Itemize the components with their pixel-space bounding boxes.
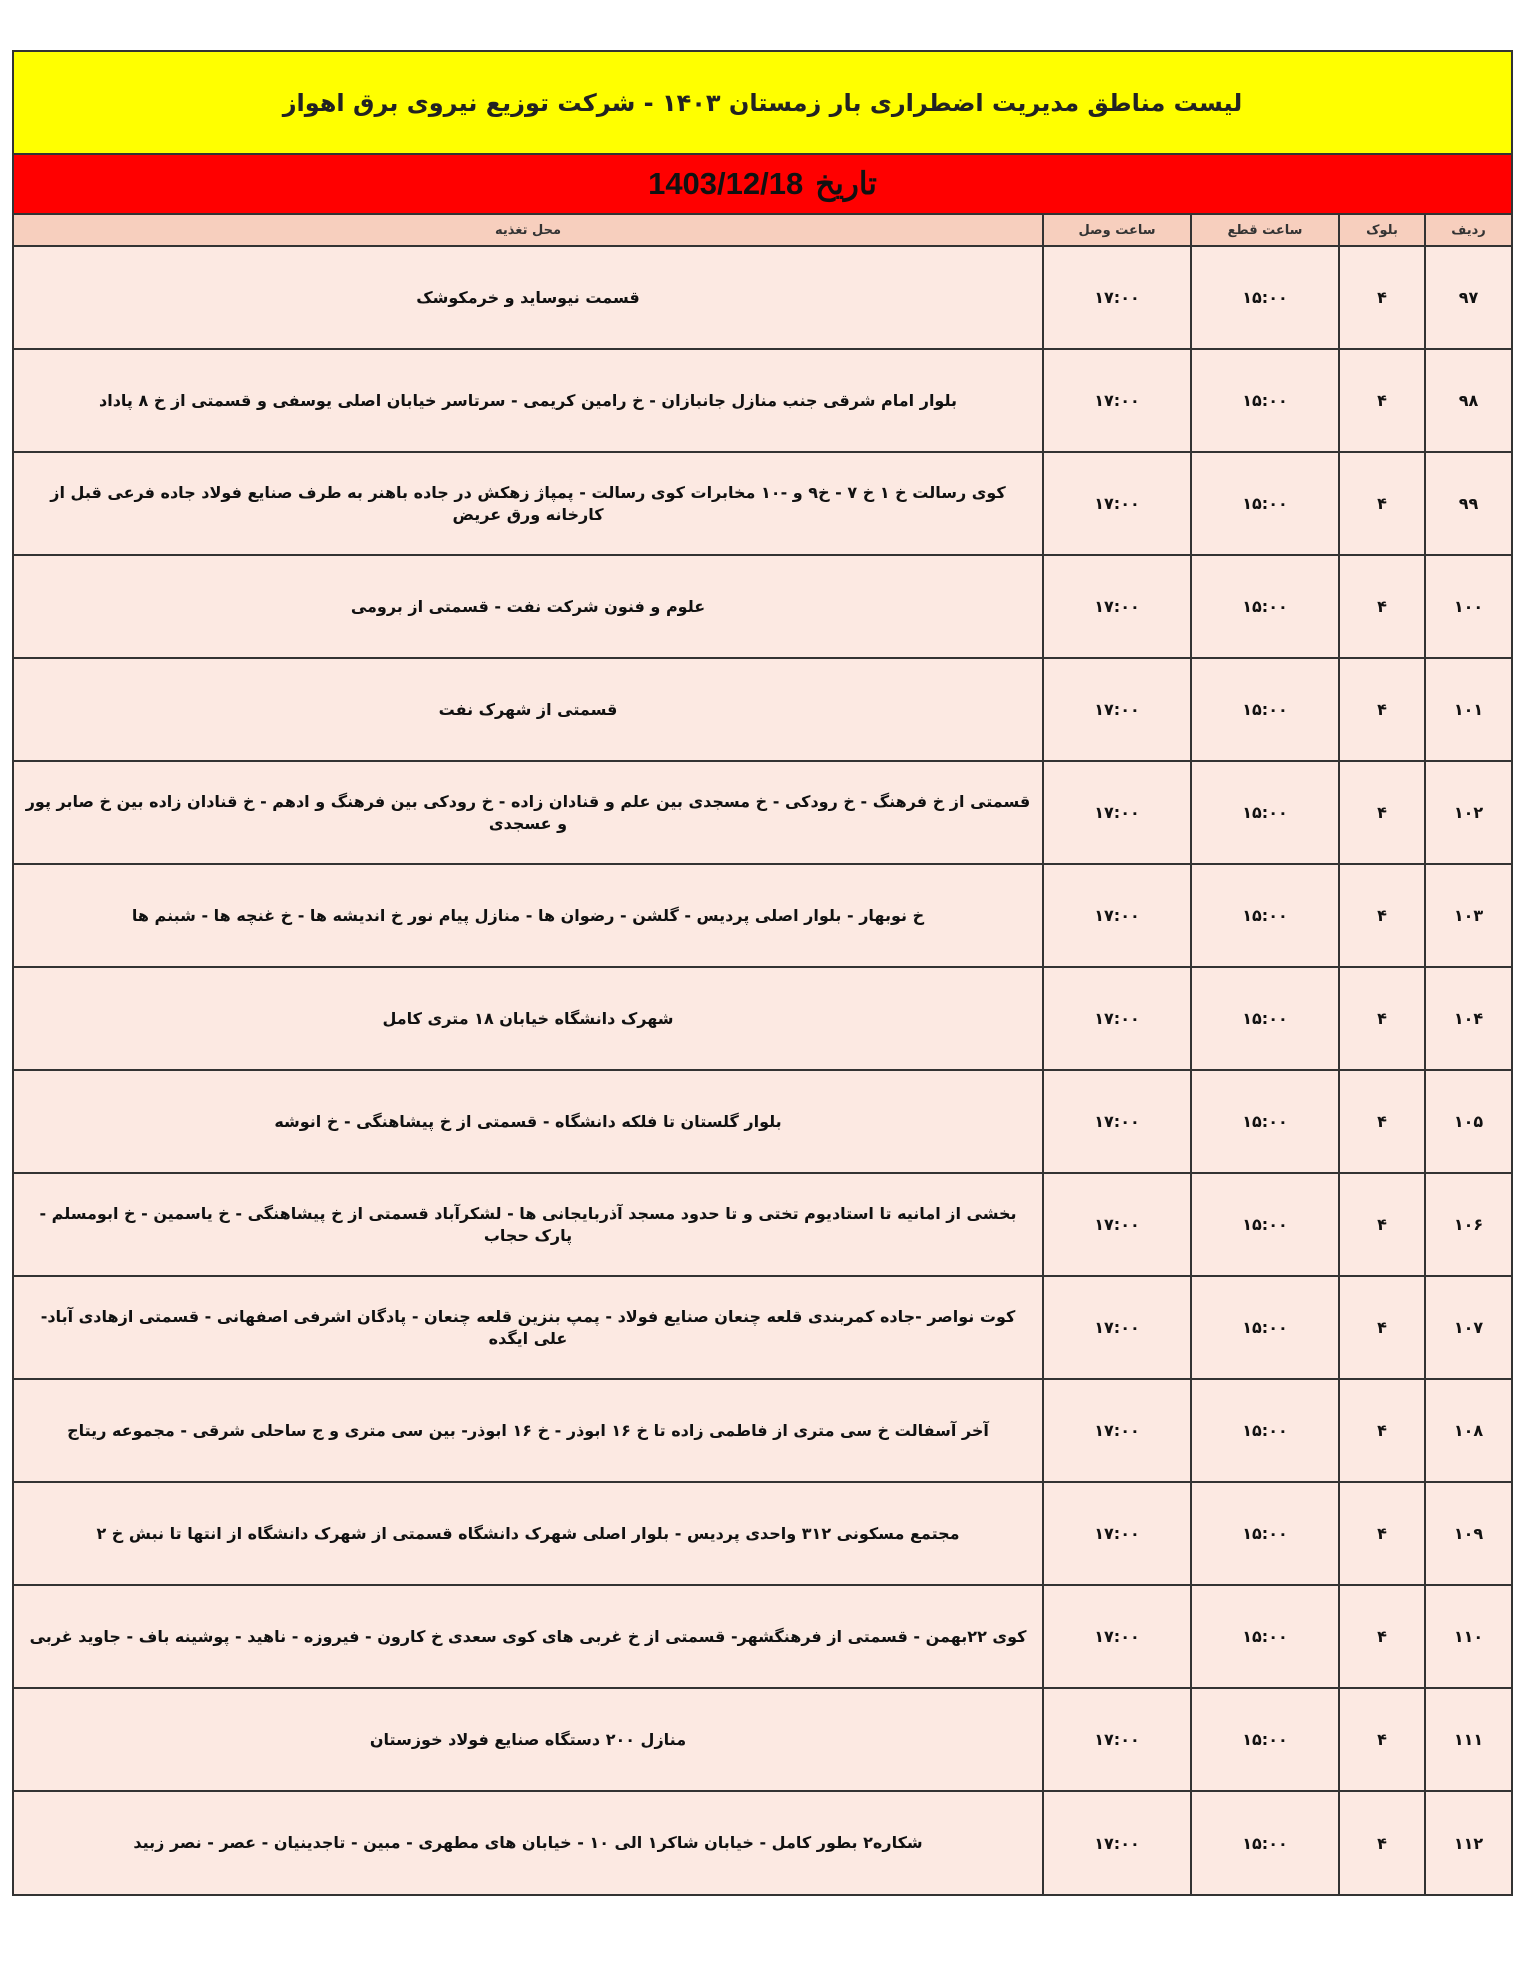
row-number-cell: ۱۱۰	[1425, 1585, 1511, 1688]
table-row	[14, 349, 1511, 452]
location-cell: قسمتی از خ فرهنگ - خ رودکی - خ مسجدی بین علم و قنادان زاده - خ رودکی بین فرهنگ و ادهم - خ قنادان زاده بین خ صابر پور و عسجدی	[14, 761, 1043, 864]
block-cell: ۴	[1339, 555, 1425, 658]
cut-time-cell: ۱۵:۰۰	[1191, 555, 1339, 658]
connect-time-cell: ۱۷:۰۰	[1043, 555, 1191, 658]
location-cell: بلوار گلستان تا فلکه دانشگاه - قسمتی از خ پیشاهنگی - خ انوشه	[14, 1070, 1043, 1173]
row-number-cell: ۱۱۲	[1425, 1791, 1511, 1894]
row-number-cell: ۱۰۸	[1425, 1379, 1511, 1482]
location-cell: شکاره۲ بطور کامل - خیابان شاکر۱ الی ۱۰ - خیابان های مطهری - مبین - تاجدینیان - عصر - نصر زبید	[14, 1791, 1043, 1894]
cut-time-cell: ۱۵:۰۰	[1191, 349, 1339, 452]
connect-time-cell: ۱۷:۰۰	[1043, 1585, 1191, 1688]
location-cell: قسمتی از شهرک نفت	[14, 658, 1043, 761]
table-row	[14, 864, 1511, 967]
location-cell: علوم و فنون شرکت نفت - قسمتی از برومی	[14, 555, 1043, 658]
connect-time-cell: ۱۷:۰۰	[1043, 1070, 1191, 1173]
cut-time-cell: ۱۵:۰۰	[1191, 967, 1339, 1070]
cut-time-cell: ۱۵:۰۰	[1191, 246, 1339, 349]
location-cell: مجتمع مسکونی ۳۱۲ واحدی پردیس - بلوار اصلی شهرک دانشگاه قسمتی از شهرک دانشگاه از انتها تا نبش خ ۲	[14, 1482, 1043, 1585]
cut-time-cell: ۱۵:۰۰	[1191, 452, 1339, 555]
table-row	[14, 1791, 1511, 1894]
cut-time-cell: ۱۵:۰۰	[1191, 1482, 1339, 1585]
location-cell: قسمت نیوساید و خرمکوشک	[14, 246, 1043, 349]
block-cell: ۴	[1339, 1379, 1425, 1482]
connect-time-cell: ۱۷:۰۰	[1043, 761, 1191, 864]
location-cell: کوی رسالت خ ۱ خ ۷ - خ۹ و -۱۰ مخابرات کوی رسالت - پمپاژ زهکش در جاده باهنر به طرف صنایع فولاد جاده فرعی قبل از کارخانه ورق عریض	[14, 452, 1043, 555]
title-banner	[14, 52, 1511, 155]
connect-time-cell: ۱۷:۰۰	[1043, 246, 1191, 349]
block-cell: ۴	[1339, 761, 1425, 864]
cut-time-cell: ۱۵:۰۰	[1191, 1688, 1339, 1791]
block-cell: ۴	[1339, 452, 1425, 555]
date-value: 1403/12/18	[648, 166, 804, 201]
row-number-cell: ۱۰۳	[1425, 864, 1511, 967]
table-row	[14, 246, 1511, 349]
connect-time-cell: ۱۷:۰۰	[1043, 1791, 1191, 1894]
location-cell: کوت نواصر -جاده کمربندی قلعه چنعان صنایع فولاد - پمپ بنزین قلعه چنعان - پادگان اشرفی اصفهانی - قسمتی ازهادی آباد- علی ایگده	[14, 1276, 1043, 1379]
cut-time-cell: ۱۵:۰۰	[1191, 1379, 1339, 1482]
document-title: لیست مناطق مدیریت اضطراری بار زمستان ۱۴۰۳ - شرکت توزیع نیروی برق اهواز	[282, 88, 1243, 117]
row-number-cell: ۱۰۴	[1425, 967, 1511, 1070]
location-cell: خ نوبهار - بلوار اصلی پردیس - گلشن - رضوان ها - منازل پیام نور خ اندیشه ها - خ غنچه ها - شبنم ها	[14, 864, 1043, 967]
block-cell: ۴	[1339, 349, 1425, 452]
location-cell: شهرک دانشگاه خیابان ۱۸ متری کامل	[14, 967, 1043, 1070]
table-body	[14, 246, 1511, 1894]
block-cell: ۴	[1339, 1070, 1425, 1173]
cut-time-cell: ۱۵:۰۰	[1191, 1585, 1339, 1688]
connect-time-cell: ۱۷:۰۰	[1043, 864, 1191, 967]
schedule-table	[14, 215, 1511, 1894]
table-row	[14, 1482, 1511, 1585]
connect-time-cell: ۱۷:۰۰	[1043, 1173, 1191, 1276]
table-row	[14, 1585, 1511, 1688]
cut-time-cell: ۱۵:۰۰	[1191, 1791, 1339, 1894]
row-number-cell: ۱۱۱	[1425, 1688, 1511, 1791]
block-cell: ۴	[1339, 864, 1425, 967]
row-number-cell: ۱۰۱	[1425, 658, 1511, 761]
cut-time-cell: ۱۵:۰۰	[1191, 1173, 1339, 1276]
table-row	[14, 658, 1511, 761]
table-row	[14, 1173, 1511, 1276]
connect-time-cell: ۱۷:۰۰	[1043, 1482, 1191, 1585]
location-cell: کوی ۲۲بهمن - قسمتی از فرهنگشهر- قسمتی از خ غربی های کوی سعدی خ کارون - فیروزه - ناهید - پوشینه باف - جاوید غربی	[14, 1585, 1043, 1688]
table-row	[14, 1070, 1511, 1173]
row-number-cell: ۹۸	[1425, 349, 1511, 452]
connect-time-cell: ۱۷:۰۰	[1043, 349, 1191, 452]
row-number-cell: ۱۰۶	[1425, 1173, 1511, 1276]
block-cell: ۴	[1339, 1585, 1425, 1688]
header-cut-time: ساعت قطع	[1191, 215, 1339, 246]
row-number-cell: ۱۰۹	[1425, 1482, 1511, 1585]
header-location: محل تغذیه	[14, 215, 1043, 246]
row-number-cell: ۱۰۷	[1425, 1276, 1511, 1379]
location-cell: بخشی از امانیه تا استادیوم تختی و تا حدود مسجد آذربایجانی ها - لشکرآباد قسمتی از خ پیشاهنگی - خ یاسمین - خ ابومسلم - پارک حجاب	[14, 1173, 1043, 1276]
block-cell: ۴	[1339, 1173, 1425, 1276]
connect-time-cell: ۱۷:۰۰	[1043, 452, 1191, 555]
table-row	[14, 452, 1511, 555]
cut-time-cell: ۱۵:۰۰	[1191, 864, 1339, 967]
header-block: بلوک	[1339, 215, 1425, 246]
row-number-cell: ۹۷	[1425, 246, 1511, 349]
table-row	[14, 555, 1511, 658]
location-cell: آخر آسفالت خ سی متری از فاطمی زاده تا خ ۱۶ ابوذر - خ ۱۶ ابوذر- بین سی متری و ج ساحلی شرقی - مجموعه ریتاج	[14, 1379, 1043, 1482]
row-number-cell: ۱۰۲	[1425, 761, 1511, 864]
row-number-cell: ۱۰۰	[1425, 555, 1511, 658]
table-row	[14, 967, 1511, 1070]
cut-time-cell: ۱۵:۰۰	[1191, 1276, 1339, 1379]
outage-schedule-sheet	[12, 50, 1513, 1896]
block-cell: ۴	[1339, 1276, 1425, 1379]
block-cell: ۴	[1339, 1482, 1425, 1585]
block-cell: ۴	[1339, 658, 1425, 761]
block-cell: ۴	[1339, 1791, 1425, 1894]
table-row	[14, 761, 1511, 864]
header-connect-time: ساعت وصل	[1043, 215, 1191, 246]
table-row	[14, 1688, 1511, 1791]
connect-time-cell: ۱۷:۰۰	[1043, 1276, 1191, 1379]
block-cell: ۴	[1339, 1688, 1425, 1791]
location-cell: منازل ۲۰۰ دستگاه صنایع فولاد خوزستان	[14, 1688, 1043, 1791]
row-number-cell: ۹۹	[1425, 452, 1511, 555]
date-banner	[14, 155, 1511, 215]
connect-time-cell: ۱۷:۰۰	[1043, 1688, 1191, 1791]
row-number-cell: ۱۰۵	[1425, 1070, 1511, 1173]
block-cell: ۴	[1339, 246, 1425, 349]
date-label: تاریخ	[815, 166, 877, 201]
connect-time-cell: ۱۷:۰۰	[1043, 658, 1191, 761]
header-row	[14, 215, 1511, 246]
block-cell: ۴	[1339, 967, 1425, 1070]
header-row-number: ردیف	[1425, 215, 1511, 246]
cut-time-cell: ۱۵:۰۰	[1191, 1070, 1339, 1173]
table-row	[14, 1276, 1511, 1379]
connect-time-cell: ۱۷:۰۰	[1043, 967, 1191, 1070]
connect-time-cell: ۱۷:۰۰	[1043, 1379, 1191, 1482]
cut-time-cell: ۱۵:۰۰	[1191, 761, 1339, 864]
location-cell: بلوار امام شرقی جنب منازل جانبازان - خ رامین کریمی - سرتاسر خیابان اصلی یوسفی و قسمتی از خ ۸ پاداد	[14, 349, 1043, 452]
table-row	[14, 1379, 1511, 1482]
cut-time-cell: ۱۵:۰۰	[1191, 658, 1339, 761]
